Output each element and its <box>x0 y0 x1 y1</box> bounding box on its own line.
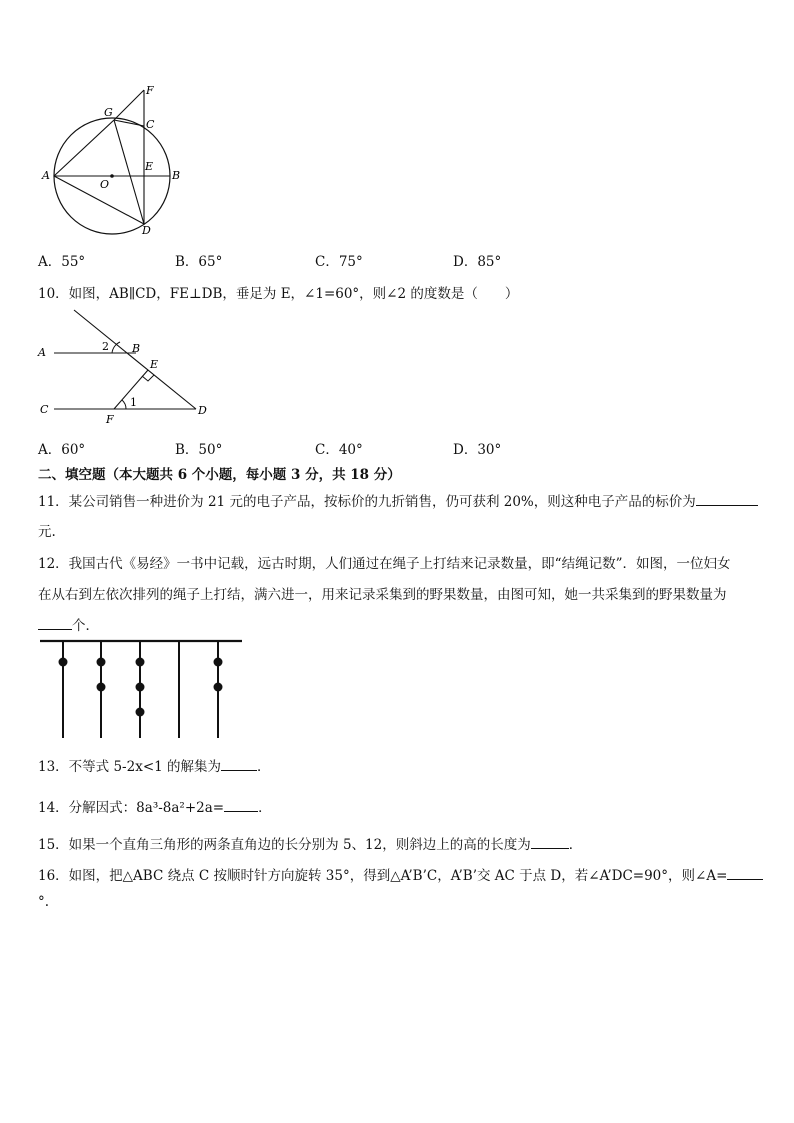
q16-line2: °. <box>38 894 50 910</box>
q10-option-b: B．50° <box>175 442 223 458</box>
q13-suffix: ． <box>257 759 271 775</box>
q14-text: 14．分解因式：8a³-8a²+2a= <box>38 800 225 816</box>
q14-line <box>38 796 272 816</box>
label-d: D <box>198 404 207 417</box>
ropes-group <box>59 641 223 738</box>
angle-1-arc <box>122 400 126 409</box>
label-1: 1 <box>130 396 137 409</box>
chord-gd <box>114 120 144 224</box>
q15-answer-blank[interactable] <box>531 836 569 849</box>
q13-line <box>38 755 271 775</box>
label-2: 2 <box>102 340 109 353</box>
q12-answer-blank[interactable] <box>38 617 72 630</box>
right-angle-mark <box>142 375 154 381</box>
q10-stem: 10．如图，AB∥CD，FE⊥DB，垂足为 E，∠1=60°，则∠2 的度数是（ ） <box>38 286 519 302</box>
q16-line1 <box>38 864 763 884</box>
label-b: B <box>132 342 141 355</box>
parallel-lines-figure <box>36 306 216 428</box>
label-c: C <box>146 118 155 131</box>
q9-option-b: B．65° <box>175 254 223 270</box>
q10-option-a: A．60° <box>38 442 86 458</box>
knot <box>214 683 223 692</box>
label-a: A <box>38 346 46 359</box>
knot <box>59 658 68 667</box>
q9-option-a: A．55° <box>38 254 86 270</box>
chord-ad <box>54 176 144 224</box>
q11-answer-blank[interactable] <box>696 493 758 506</box>
q11-line2: 元. <box>38 524 56 540</box>
knot-rope-figure <box>38 634 248 742</box>
q13-text: 13．不等式 5-2x<1 的解集为 <box>38 759 222 775</box>
circle-figure <box>36 80 186 240</box>
q9-option-d: D．85° <box>453 254 502 270</box>
q11-line1 <box>38 490 758 510</box>
q14-suffix: ． <box>258 800 272 816</box>
knot <box>136 683 145 692</box>
label-f: F <box>146 84 154 97</box>
q16-answer-blank[interactable] <box>727 867 763 880</box>
q11-text: 11．某公司销售一种进价为 21 元的电子产品，按标价的九折销售，仍可获利 20%，则这种电子产品的标价为 <box>38 494 696 510</box>
q16-text: 16．如图，把△ABC 绕点 C 按顺时针方向旋转 35°，得到△A’B’C，A’B’交 AC 于点 D，若∠A’DC=90°，则∠A= <box>38 868 728 884</box>
knot <box>97 658 106 667</box>
section-2-title: 二、填空题（本大题共 6 个小题，每小题 3 分，共 18 分） <box>38 467 401 483</box>
q10-option-c: C．40° <box>315 442 363 458</box>
transversal-bd <box>74 310 196 409</box>
label-e: E <box>145 160 154 173</box>
knot <box>136 708 145 717</box>
chord-ag <box>54 120 114 176</box>
q15-line <box>38 833 582 853</box>
label-e: E <box>150 358 159 371</box>
q15-suffix: ． <box>568 837 583 853</box>
q12-line2: 在从右到左依次排列的绳子上打结，满六进一，用来记录采集到的野果数量，由图可知，她一共采集到的野果数量为 <box>38 587 727 603</box>
q12-line3 <box>38 614 99 634</box>
label-a: A <box>42 169 50 182</box>
q12-line1: 12．我国古代《易经》一书中记载，远古时期，人们通过在绳子上打结来记录数量，即“结绳记数”．如图，一位妇女 <box>38 556 731 572</box>
label-o: O <box>100 178 110 191</box>
knot <box>97 683 106 692</box>
line-gf <box>114 90 144 120</box>
knot <box>214 658 223 667</box>
q14-answer-blank[interactable] <box>224 799 258 812</box>
knot <box>136 658 145 667</box>
label-f: F <box>106 413 114 426</box>
q13-answer-blank[interactable] <box>221 758 257 771</box>
center-dot <box>110 174 114 178</box>
q9-option-c: C．75° <box>315 254 363 270</box>
label-c: C <box>40 403 49 416</box>
q15-text: 15．如果一个直角三角形的两条直角边的长分别为 5、12，则斜边上的高的长度为 <box>38 837 531 853</box>
label-d: D <box>142 224 151 237</box>
q12-unit: 个． <box>72 618 99 634</box>
q10-option-d: D．30° <box>453 442 502 458</box>
label-b: B <box>172 169 181 182</box>
label-g: G <box>104 106 113 119</box>
